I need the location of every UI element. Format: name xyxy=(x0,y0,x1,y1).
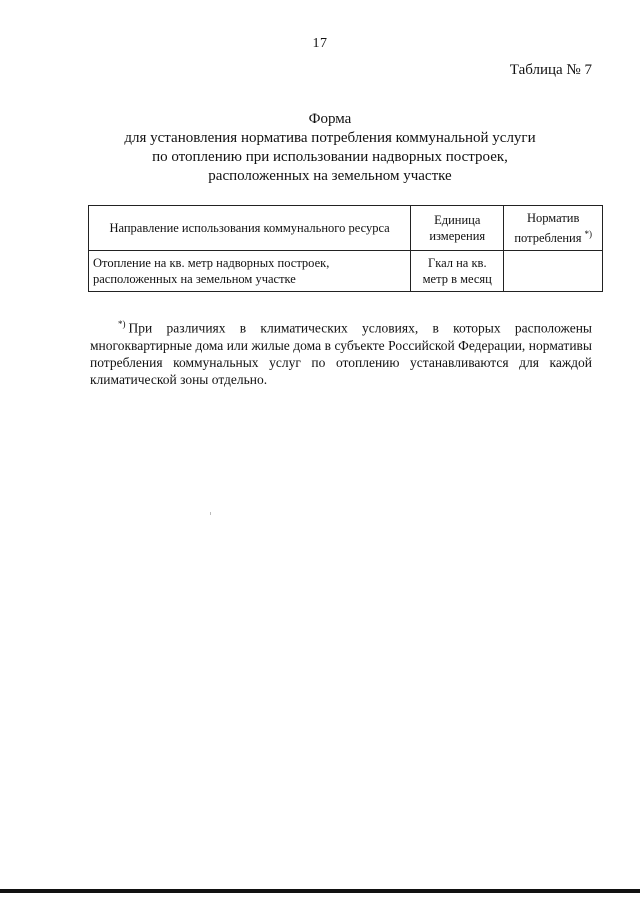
row-unit-line-1: Гкал на кв. xyxy=(427,256,487,271)
table-header-row xyxy=(89,206,603,251)
row-direction: Отопление на кв. метр надворных построек, расположенных на земельном участке xyxy=(89,251,411,292)
row-unit-line-2: метр в месяц xyxy=(422,272,492,287)
header-direction: Направление использования коммунального ресурса xyxy=(89,206,411,251)
form-title xyxy=(80,110,580,186)
table-label: Таблица № 7 xyxy=(509,62,592,78)
footnote-body xyxy=(90,316,592,388)
table-row xyxy=(89,251,603,292)
title-line-1: Форма xyxy=(308,111,352,127)
title-line-3: по отоплению при использовании надворных построек, xyxy=(152,149,508,165)
page-bottom-rule xyxy=(0,889,640,893)
title-line-2: для установления норматива потребления коммунальной услуги xyxy=(124,130,536,146)
header-unit xyxy=(411,206,504,251)
header-unit-line-2: измерения xyxy=(429,229,486,244)
title-line-4: расположенных на земельном участке xyxy=(208,168,452,184)
footnote-text: При различиях в климатических условиях, в которых расположены многоквартирные дома или жилые дома в субъекте Российской Федерации, нормативы потребления коммунальных услуг по отоплению устанавливаются для каждой климатической зоны отдельно. xyxy=(90,320,592,387)
header-norm-line-2: потребления xyxy=(514,231,582,246)
header-norm-line-2-wrap xyxy=(508,226,598,246)
header-norm xyxy=(504,206,603,251)
scan-speck xyxy=(210,512,211,515)
page-number: 17 xyxy=(312,36,328,51)
footnote xyxy=(90,316,592,388)
header-norm-footnote-mark: *) xyxy=(584,229,592,239)
footnote-mark: *) xyxy=(118,319,126,329)
row-norm-value[interactable] xyxy=(504,251,603,292)
header-norm-line-1: Норматив xyxy=(526,211,580,225)
row-unit xyxy=(411,251,504,292)
norm-table xyxy=(88,205,603,292)
header-unit-line-1: Единица xyxy=(434,213,481,228)
